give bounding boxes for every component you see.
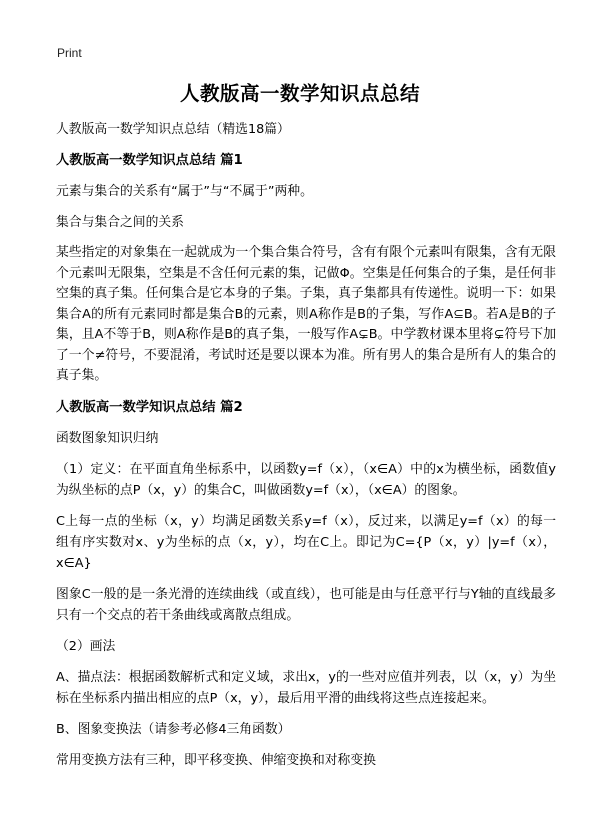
paragraph: （2）画法 xyxy=(56,638,116,654)
paragraph: 某些指定的对象集在一起就成为一个集合集合符号，含有有限个元素叫有限集，含有无限个元素叫无限集，空集是不含任何元素的集，记做Φ。空集是任何集合的子集，是任何非空集的真子集。任何集合是它本身的子集。子集，真子集都具有传递性。说明一下：如果集合A的所有元素同时都是集合B的元素，则A称作是B的子集，写作A⊆B。若A是B的子集，且A不等于B，则A称作是B的真子集，一般写作A⊊B。中学教材课本里将⊊符号下加了一个≠符号，不要混淆，考试时还是要以课本为准。所有男人的集合是所有人的集合的真子集。 xyxy=(56,245,556,383)
paragraph: 常用变换方法有三种，即平移变换、伸缩变换和对称变换 xyxy=(56,752,376,768)
page-title: 人教版高一数学知识点总结 xyxy=(179,82,420,105)
paragraph: 函数图象知识归纳 xyxy=(56,430,159,446)
paragraph: A、描点法：根据函数解析式和定义域，求出x，y的一些对应值并列表，以（x，y）为坐标在坐标系内描出相应的点P（x，y），最后用平滑的曲线将这些点连接起来。 xyxy=(56,669,556,706)
section-heading-1: 人教版高一数学知识点总结 篇1 xyxy=(56,153,243,168)
print-label: Print xyxy=(57,46,82,60)
paragraph: C上每一点的坐标（x，y）均满足函数关系y=f（x），反过来，以满足y=f（x）的每一组有序实数对x、y为坐标的点（x，y），均在C上。即记为C={P（x，y）|y=f（x），x∈A} xyxy=(56,513,556,571)
paragraph: 集合与集合之间的关系 xyxy=(56,215,184,230)
paragraph: 图象C一般的是一条光滑的连续曲线（或直线），也可能是由与任意平行与Y轴的直线最多只有一个交点的若干条曲线或离散点组成。 xyxy=(56,586,556,623)
document-subtitle: 人教版高一数学知识点总结（精选18篇） xyxy=(56,122,290,137)
paragraph: B、图象变换法（请参考必修4三角函数） xyxy=(56,721,291,737)
paragraph: （1）定义：在平面直角坐标系中，以函数y=f（x），（x∈A）中的x为横坐标，函数值y为纵坐标的点P（x，y）的集合C，叫做函数y=f（x），（x∈A）的图象。 xyxy=(56,461,556,498)
section-heading-2: 人教版高一数学知识点总结 篇2 xyxy=(56,399,243,415)
paragraph: 元素与集合的关系有“属于”与“不属于”两种。 xyxy=(56,184,313,199)
document-body xyxy=(56,119,556,781)
